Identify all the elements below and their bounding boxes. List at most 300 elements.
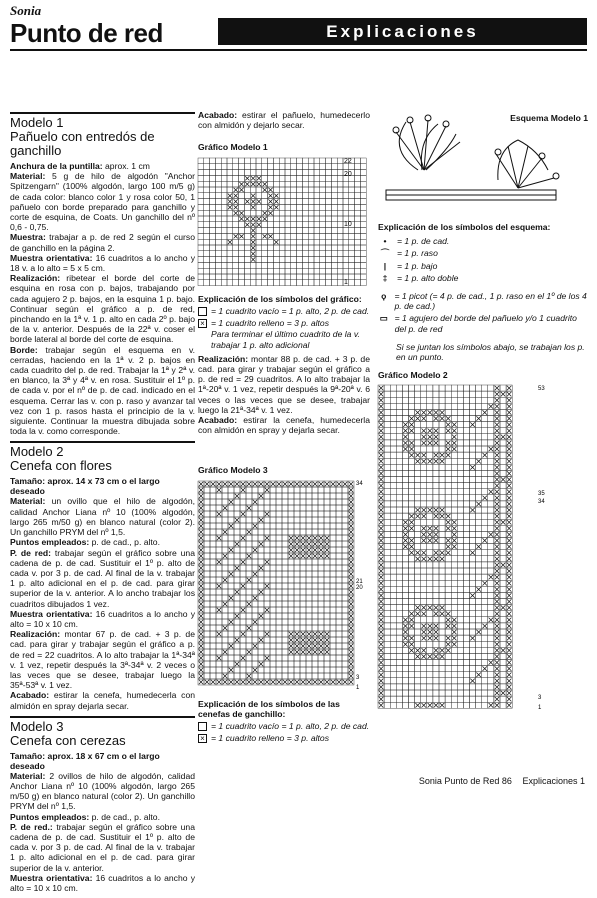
grid-cell (390, 385, 396, 391)
grid-cell (318, 493, 324, 499)
grid-cell (233, 158, 239, 164)
grid-cell (246, 511, 252, 517)
grid-cell (500, 611, 506, 617)
filled-cell-mark (507, 423, 512, 428)
grid-cell (264, 523, 270, 529)
grid-cell (210, 637, 216, 643)
grid-cell (250, 158, 256, 164)
grid-cell (234, 559, 240, 565)
grid-cell (210, 216, 216, 222)
grid-cell (402, 593, 408, 599)
grid-cell (427, 678, 433, 684)
grid-cell (390, 526, 396, 532)
grid-cell (470, 599, 476, 605)
grid-cell (360, 163, 366, 169)
grid-cell (326, 192, 332, 198)
grid-cell (457, 587, 463, 593)
filled-cell-mark (263, 211, 267, 215)
grid-cell (390, 648, 396, 654)
grid-cell (291, 262, 297, 268)
grid-cell (384, 660, 390, 666)
grid-cell (384, 605, 390, 611)
grid-cell (288, 607, 294, 613)
grid-cell (294, 613, 300, 619)
grid-cell (302, 274, 308, 280)
grid-cell (252, 577, 258, 583)
filled-cell-mark (349, 487, 353, 491)
grid-cell (312, 571, 318, 577)
section-heading: Modelo 1 (10, 115, 64, 130)
grid-cell (445, 697, 451, 703)
grid-cell (433, 562, 439, 568)
grid-cell (470, 477, 476, 483)
grid-cell (250, 169, 256, 175)
filled-cell-mark (379, 569, 384, 574)
grid-cell (470, 660, 476, 666)
grid-cell (427, 568, 433, 574)
filled-cell-mark (217, 607, 221, 611)
grid-cell (336, 541, 342, 547)
filled-cell-mark (434, 453, 439, 458)
grid-cell (445, 654, 451, 660)
grid-cell (240, 595, 246, 601)
grid-cell (270, 577, 276, 583)
grid-cell (291, 279, 297, 285)
grid-cell (264, 529, 270, 535)
section-subheading: Cenefa con cerezas (10, 732, 126, 748)
legend-text: = 1 p. alto doble (397, 272, 459, 283)
filled-cell-mark (507, 575, 512, 580)
grid-cell (342, 487, 348, 493)
grid-cell (470, 654, 476, 660)
grid-cell (244, 245, 250, 251)
grid-cell (326, 256, 332, 262)
grid-cell (279, 192, 285, 198)
grid-cell (215, 262, 221, 268)
grid-cell (433, 477, 439, 483)
grid-cell (264, 649, 270, 655)
grid-cell (482, 507, 488, 513)
grid-cell (342, 613, 348, 619)
filled-cell-mark (268, 205, 272, 209)
grid-cell (476, 440, 482, 446)
filled-cell-mark (349, 643, 353, 647)
grid-cell (384, 532, 390, 538)
grid-cell (308, 187, 314, 193)
grid-cell (246, 547, 252, 553)
grid-cell (308, 250, 314, 256)
filled-cell-mark (289, 535, 293, 539)
grid-cell (288, 559, 294, 565)
filled-cell-mark (289, 643, 293, 647)
filled-cell-mark (234, 234, 238, 238)
filled-cell-mark (428, 527, 433, 532)
grid-cell (291, 187, 297, 193)
grid-cell (349, 256, 355, 262)
filled-cell-mark (495, 533, 500, 538)
grid-cell (233, 245, 239, 251)
filled-cell-mark (428, 533, 433, 538)
grid-cell (482, 672, 488, 678)
grid-cell (204, 511, 210, 517)
filled-cell-mark (379, 581, 384, 586)
filled-cell-mark (228, 199, 232, 203)
grid-cell (476, 428, 482, 434)
filled-cell-mark (199, 547, 203, 551)
grid-cell (198, 158, 204, 164)
grid-cell (288, 517, 294, 523)
filled-cell-mark (422, 527, 427, 532)
grid-cell (402, 550, 408, 556)
grid-cell (488, 648, 494, 654)
grid-cell (433, 404, 439, 410)
grid-cell (210, 535, 216, 541)
grid-cell (421, 697, 427, 703)
grid-cell (210, 221, 216, 227)
legend-row (378, 273, 588, 283)
grid-cell (402, 410, 408, 416)
filled-cell-mark (452, 435, 457, 440)
grid-cell (457, 404, 463, 410)
grid-cell (320, 274, 326, 280)
grid-cell (314, 262, 320, 268)
grid-cell (463, 587, 469, 593)
grid-cell (276, 547, 282, 553)
grid-cell (476, 422, 482, 428)
filled-cell-mark (434, 655, 439, 660)
filled-cell-mark (495, 551, 500, 556)
grid-cell (439, 392, 445, 398)
grid-cell (276, 541, 282, 547)
grid-cell (402, 453, 408, 459)
paragraph (10, 822, 195, 873)
filled-cell-mark (409, 545, 414, 550)
filled-cell-mark (470, 636, 475, 641)
grid-cell (244, 187, 250, 193)
grid-cell (282, 655, 288, 661)
grid-cell (488, 520, 494, 526)
grid-cell (427, 562, 433, 568)
grid-cell (234, 553, 240, 559)
grid-cell (463, 507, 469, 513)
grid-cell (204, 607, 210, 613)
grid-cell (337, 158, 343, 164)
filled-cell-mark (379, 588, 384, 593)
grid-cell (324, 613, 330, 619)
grid-cell (451, 392, 457, 398)
grid-cell (445, 575, 451, 581)
grid-cell (279, 158, 285, 164)
filled-cell-mark (229, 619, 233, 623)
grid-cell (457, 556, 463, 562)
grid-cell (331, 216, 337, 222)
section-modelo-2 (10, 441, 195, 710)
filled-cell-mark (379, 563, 384, 568)
grid-cell (330, 625, 336, 631)
grid-cell (297, 221, 303, 227)
grid-cell (326, 187, 332, 193)
filled-cell-mark (349, 553, 353, 557)
grid-cell (210, 245, 216, 251)
grid-cell (396, 434, 402, 440)
chart-row-label: 1 (344, 278, 348, 286)
grid-cell (433, 690, 439, 696)
grid-cell (500, 416, 506, 422)
grid-cell (228, 607, 234, 613)
grid-cell (216, 541, 222, 547)
grid-cell (396, 605, 402, 611)
grid-cell (445, 385, 451, 391)
grid-cell (234, 619, 240, 625)
filled-cell-mark (274, 205, 278, 209)
filled-cell-mark (507, 661, 512, 666)
grid-cell (482, 465, 488, 471)
filled-cell-mark (409, 642, 414, 647)
grid-cell (402, 562, 408, 568)
grid-cell (336, 559, 342, 565)
filled-cell-mark (409, 423, 414, 428)
grid-cell (415, 465, 421, 471)
grid-cell (409, 434, 415, 440)
filled-cell-mark (349, 589, 353, 593)
grid-cell (215, 268, 221, 274)
filled-cell-mark (223, 529, 227, 533)
filled-cell-mark (415, 612, 420, 617)
grid-cell (415, 562, 421, 568)
grid-cell (402, 568, 408, 574)
grid-cell (463, 538, 469, 544)
grid-cell (273, 227, 279, 233)
grid-cell (396, 465, 402, 471)
slip-stitch-icon: ⌒ (380, 248, 390, 259)
filled-cell-mark (349, 511, 353, 515)
grid-cell (439, 532, 445, 538)
grid-cell (252, 589, 258, 595)
grid-cell (302, 204, 308, 210)
filled-cell-mark (440, 649, 445, 654)
grid-cell (215, 198, 221, 204)
filled-cell-mark (409, 441, 414, 446)
grid-cell (396, 404, 402, 410)
grid-cell (312, 529, 318, 535)
filled-cell-mark (268, 199, 272, 203)
filled-cell-mark (489, 575, 494, 580)
grid-cell (433, 422, 439, 428)
grid-cell (314, 187, 320, 193)
grid-cell (470, 532, 476, 538)
grid-cell (342, 523, 348, 529)
text: 2 ovillos de hilo de algodón, calidad Anchor Liana nº 10 (100% algodón, largo 265 m/50 g) en blanco natural (color 2). Un ganchillo PRYM del nº 1,5. (10, 770, 195, 812)
grid-cell (262, 175, 268, 181)
grid-cell (415, 599, 421, 605)
filled-cell-mark (428, 539, 433, 544)
filled-cell-mark (489, 618, 494, 623)
grid-cell (463, 562, 469, 568)
grid-cell (500, 422, 506, 428)
filled-cell-mark (403, 441, 408, 446)
grid-cell (324, 595, 330, 601)
grid-cell (221, 227, 227, 233)
grid-cell (427, 446, 433, 452)
grid-cell (488, 459, 494, 465)
grid-cell (390, 672, 396, 678)
grid-cell (500, 550, 506, 556)
grid-cell (470, 666, 476, 672)
grid-cell (445, 465, 451, 471)
edge-hole-icon: ▭ (379, 313, 388, 324)
grid-cell (349, 274, 355, 280)
grid-cell (233, 227, 239, 233)
grid-cell (342, 601, 348, 607)
filled-cell-mark (199, 541, 203, 545)
grid-cell (216, 601, 222, 607)
grid-cell (256, 256, 262, 262)
grid-cell (204, 535, 210, 541)
filled-cell-mark (199, 673, 203, 677)
grid-cell (198, 204, 204, 210)
grid-cell (337, 256, 343, 262)
filled-cell-mark (265, 559, 269, 563)
grid-cell (470, 611, 476, 617)
grid-cell (240, 517, 246, 523)
grid-cell (463, 672, 469, 678)
grid-cell (276, 565, 282, 571)
filled-cell-mark (313, 649, 317, 653)
grid-cell (342, 517, 348, 523)
grid-cell (476, 617, 482, 623)
grid-cell (409, 398, 415, 404)
grid-cell (463, 623, 469, 629)
filled-cell-mark (199, 631, 203, 635)
grid-cell (221, 221, 227, 227)
filled-cell-mark (379, 679, 384, 684)
grid-cell (262, 279, 268, 285)
grid-cell (336, 595, 342, 601)
grid-cell (291, 216, 297, 222)
section-heading: Modelo 2 (10, 444, 64, 460)
legend-row (378, 313, 588, 333)
grid-cell (331, 175, 337, 181)
text: 16 cuadritos a lo ancho y alto = 10 x 10 cm. (10, 608, 195, 629)
grid-cell (234, 625, 240, 631)
filled-cell-mark (495, 514, 500, 519)
grid-cell (282, 487, 288, 493)
grid-cell (330, 673, 336, 679)
grid-cell (258, 601, 264, 607)
grid-cell (294, 499, 300, 505)
grid-cell (282, 583, 288, 589)
grid-cell (384, 623, 390, 629)
grid-cell (252, 631, 258, 637)
grid-cell (326, 181, 332, 187)
grid-cell (288, 565, 294, 571)
grid-cell (488, 636, 494, 642)
grid-cell (320, 221, 326, 227)
grid-cell (415, 385, 421, 391)
chart-grid-modelo-1 (198, 156, 370, 288)
filled-cell-mark (349, 679, 353, 683)
grid-cell (308, 204, 314, 210)
grid-cell (198, 279, 204, 285)
filled-cell-mark (295, 547, 299, 551)
grid-cell (415, 636, 421, 642)
grid-cell (396, 459, 402, 465)
filled-cell-mark (245, 222, 249, 226)
grid-cell (421, 477, 427, 483)
grid-cell (396, 532, 402, 538)
filled-cell-mark (409, 618, 414, 623)
grid-cell (451, 581, 457, 587)
grid-cell (282, 547, 288, 553)
grid-cell (273, 233, 279, 239)
grid-cell (258, 571, 264, 577)
grid-cell (279, 210, 285, 216)
grid-cell (421, 471, 427, 477)
grid-cell (240, 553, 246, 559)
grid-cell (228, 613, 234, 619)
filled-cell-mark (440, 453, 445, 458)
grid-cell (415, 440, 421, 446)
grid-cell (270, 547, 276, 553)
grid-cell (409, 684, 415, 690)
grid-cell (463, 550, 469, 556)
grid-cell (336, 643, 342, 649)
grid-cell (427, 489, 433, 495)
grid-cell (470, 587, 476, 593)
grid-cell (470, 526, 476, 532)
grid-cell (239, 169, 245, 175)
grid-cell (210, 210, 216, 216)
filled-cell-mark (325, 547, 329, 551)
grid-cell (337, 187, 343, 193)
filled-cell-mark (495, 508, 500, 513)
grid-cell (270, 511, 276, 517)
grid-cell (308, 181, 314, 187)
grid-cell (314, 158, 320, 164)
filled-cell-mark (434, 459, 439, 464)
filled-cell-mark (349, 529, 353, 533)
filled-cell-mark (452, 423, 457, 428)
grid-cell (279, 245, 285, 251)
grid-cell (337, 181, 343, 187)
grid-cell (482, 446, 488, 452)
filled-cell-mark (483, 581, 488, 586)
filled-cell-mark (409, 453, 414, 458)
grid-cell (204, 577, 210, 583)
filled-cell-mark (403, 539, 408, 544)
grid-cell (463, 575, 469, 581)
grid-cell (463, 532, 469, 538)
grid-cell (252, 607, 258, 613)
grid-cell (306, 529, 312, 535)
filled-cell-mark (319, 547, 323, 551)
grid-cell (198, 181, 204, 187)
text: trabajar según el gráfico sobre una cadena de p. de cad. Sustituir el 1º p. alto de cada v. por 3 p. de cad. Al final de la v. trabajar 1 p. alto adicional en el p. de cad. para girar superior de la v. anterior. (10, 821, 195, 873)
filled-cell-mark (495, 691, 500, 696)
grid-cell (204, 233, 210, 239)
grid-cell (396, 575, 402, 581)
grid-cells (378, 385, 512, 708)
grid-cell (500, 538, 506, 544)
grid-cell (355, 221, 361, 227)
filled-cell-mark (247, 649, 251, 653)
filled-cell-mark (253, 619, 257, 623)
grid-cell (390, 642, 396, 648)
grid-cell (270, 535, 276, 541)
grid-cell (324, 619, 330, 625)
grid-cell (421, 398, 427, 404)
grid-cell (500, 666, 506, 672)
